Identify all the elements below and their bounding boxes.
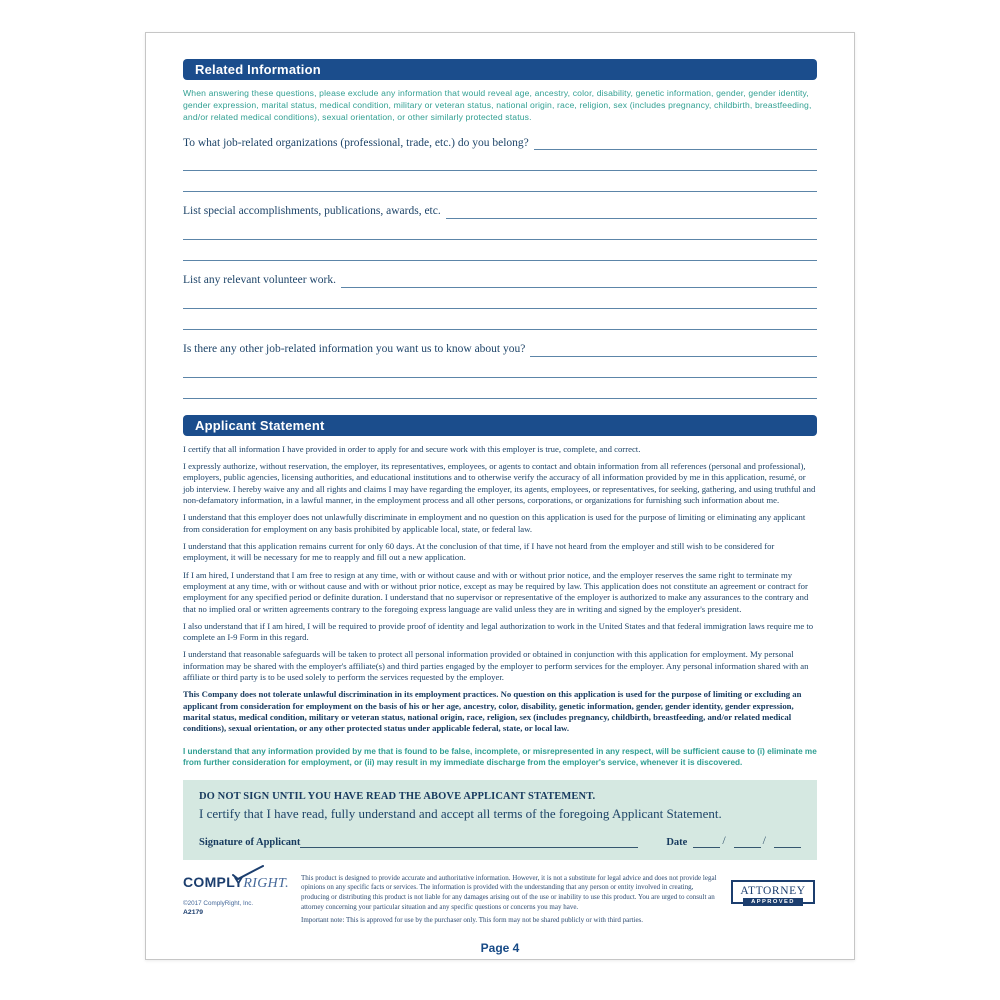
statement-paragraph: I understand that this application remains current for only 60 days. At the conclusion of that time, if I have not heard from the employer and still wish to be considered for employment, it will be necessary for me to reapply and fill out a new application.: [183, 540, 775, 563]
answer-line: [183, 219, 817, 240]
statement-paragraph-falsification: I understand that any information provided by me that is found to be false, incomplete, or misrepresented in any respect, will be sufficient cause to (i) eliminate me from further consideration for employment, or (ii) may result in my immediate discharge from the employer's service, whenever it is discovered.: [183, 746, 817, 767]
signature-certify-text: I certify that I have read, fully understand and accept all terms of the foregoing Applicant Statement.: [199, 805, 722, 821]
answer-line: [446, 206, 817, 219]
logo-text-right: RIGHT.: [243, 875, 289, 891]
logo-text-comply: COMPLY: [183, 873, 244, 890]
related-information-header: [183, 59, 817, 80]
question-label: List any relevant volunteer work.: [183, 274, 336, 287]
answer-line: [183, 240, 817, 261]
do-not-sign-warning: DO NOT SIGN UNTIL YOU HAVE READ THE ABOVE APPLICANT STATEMENT.: [199, 790, 596, 802]
answer-line: [183, 378, 817, 399]
applicant-statement-section: [183, 415, 817, 768]
answer-line: [183, 309, 817, 330]
checkmark-swoosh-icon: [231, 865, 265, 881]
statement-paragraph: If I am hired, I understand that I am free to resign at any time, with or without cause and with or without prior notice, and the employer reserves the same right to terminate my employment at any time, with or without cause and with or without prior notice, except as may be required by law. This application does not constitute an agreement or contract for employment for any specified period or definite duration. I understand that no supervisor or representative of the employer is authorized to make any assurances to the contrary and that no implied oral or written agreements contrary to the foregoing express language are valid unless they are in writing and signed by the employer's president.: [183, 569, 809, 614]
badge-attorney-text: ATTORNEY: [740, 884, 806, 897]
answer-line: [183, 288, 817, 309]
statement-paragraph: I understand that reasonable safeguards will be taken to protect all personal information provided or obtained in conjunction with this application for employment. My personal information may be shared with the employer's affiliate(s) and third parties engaged by the employer to perform services for the employer. Any personal information shared with an affiliate or third party is to be used solely to perform the services requested by the employer.: [183, 649, 809, 683]
date-separator: /: [762, 832, 766, 847]
answer-line: [183, 150, 817, 171]
statement-paragraph: I expressly authorize, without reservation, the employer, its representatives, employees, or agents to contact and obtain information from all references (personal and professional), employers, public agencies, licensing authorities, and educational institutions and to otherwise verify the accuracy of all information provided by me in this application, resumé, or job interview. I hereby waive any and all rights and claims I may have regarding the employer, its agents, employees, or representatives, for seeking, gathering, and using truthful and non-defamatory information, in a lawful manner, in the employment process and all other persons, corporations, or organizations for furnishing such information about me.: [183, 461, 816, 506]
date-month-line: [693, 836, 720, 848]
page-footer: [183, 874, 817, 926]
answer-line: [341, 275, 817, 288]
page-number: Page 4: [480, 941, 520, 956]
applicant-statement-title: Applicant Statement: [195, 417, 325, 433]
complyright-logo: [183, 874, 301, 892]
important-note: Important note: This is approved for use by the purchaser only. This form may not be shared publicly or with third parties.: [301, 916, 644, 925]
badge-approved-text: APPROVED: [743, 898, 803, 906]
date-separator: /: [722, 832, 726, 847]
applicant-statement-header: [183, 415, 817, 436]
attorney-approved-badge: [731, 880, 815, 904]
statement-paragraph: I certify that all information I have provided in order to apply for and secure work with this employer is true, complete, and correct.: [183, 443, 641, 454]
form-number: A2179: [183, 908, 204, 916]
date-year-line: [774, 836, 801, 848]
statement-paragraph: I also understand that if I am hired, I will be required to provide proof of identity and legal authorization to work in the United States and that federal immigration laws require me to complete an I-9 Form in this regard.: [183, 620, 814, 643]
answer-line: [530, 344, 817, 357]
question-label: List special accomplishments, publications, awards, etc.: [183, 205, 441, 218]
statement-paragraph: I understand that this employer does not unlawfully discriminate in employment and no question on this application is used for the purpose of limiting or eliminating any applicant from consideration for employment on any basis prohibited by applicable local, state, or federal law.: [183, 512, 806, 534]
legal-disclaimer: This product is designed to provide accurate and authoritative information. However, it is not a substitute for legal advice and does not provide legal opinions on any specific facts or services. The information is provided with the understanding that any person or entity involved in creating, producing or distributing this product is not liable for any damages arising out of the use or inability to use this product. You are urged to consult an attorney concerning your particular situation and any specific questions or concerns you may have.: [301, 873, 717, 911]
signature-section: [183, 780, 817, 860]
statement-paragraph-nondiscrimination: This Company does not tolerate unlawful discrimination in its employment practices. No question on this application is used for the purpose of limiting or excluding an applicant from consideration for employment on the basis of his or her age, ancestry, color, disability, genetic information, gender, gender identity, gender expression, marital status, medical condition, military or veteran status, national origin, race, religion, sex (includes pregnancy, childbirth, breastfeeding, and/or related medical conditions), sexual orientation, or any other protected status under applicable federal, state, or local law.: [183, 689, 802, 734]
date-label: Date: [666, 836, 688, 848]
question-label: Is there any other job-related information you want us to know about you?: [183, 343, 526, 355]
application-form-page: [145, 32, 855, 960]
question-other-information: [183, 343, 817, 399]
related-information-title: Related Information: [195, 62, 321, 77]
answer-line: [183, 171, 817, 192]
signature-line: [300, 836, 638, 848]
answer-line: [183, 357, 817, 378]
question-accomplishments: [183, 205, 817, 261]
question-volunteer-work: [183, 274, 817, 330]
signature-of-applicant-label: Signature of Applicant: [199, 836, 301, 848]
related-information-intro: When answering these questions, please exclude any information that would reveal age, ancestry, color, disability, genetic information, gender, gender identity, gender expression, marital status, medical condition, military or veteran status, national origin, race, religion, sex (includes pregnancy, childbirth, breastfeeding, and/or related medical conditions), sexual orientation, or other similarly protected status.: [183, 88, 812, 123]
copyright-text: ©2017 ComplyRight, Inc.: [183, 899, 254, 907]
answer-line: [534, 137, 817, 150]
date-day-line: [734, 836, 761, 848]
question-organizations: [183, 137, 817, 193]
question-label: To what job-related organizations (professional, trade, etc.) do you belong?: [183, 136, 529, 149]
